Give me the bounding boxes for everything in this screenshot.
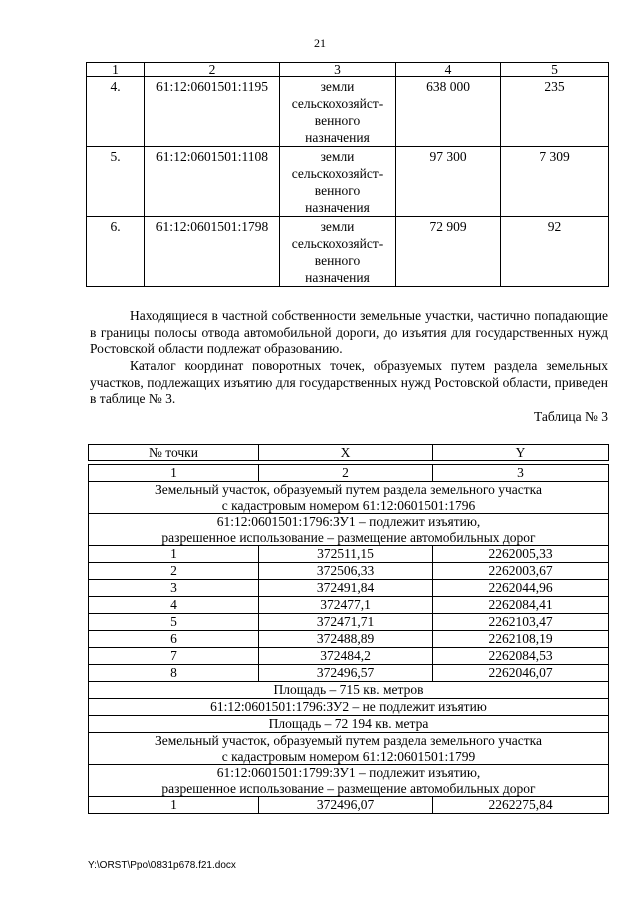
point-x: 372477,1 bbox=[259, 597, 433, 614]
zu1-row bbox=[89, 765, 609, 797]
point-number: 1 bbox=[89, 546, 259, 563]
point-number: 2 bbox=[89, 563, 259, 580]
area-row bbox=[89, 682, 609, 699]
point-x: 372484,2 bbox=[259, 648, 433, 665]
table-row bbox=[89, 614, 609, 631]
coordinates-table-header bbox=[88, 444, 609, 461]
table-row bbox=[87, 77, 609, 147]
zu1-description: 61:12:0601501:1799:ЗУ1 – подлежит изъятию, разрешенное использование – размещение автомобильных дорог bbox=[89, 765, 609, 797]
point-y: 2262084,41 bbox=[433, 597, 609, 614]
point-number: 4 bbox=[89, 597, 259, 614]
column-number: 3 bbox=[433, 465, 609, 482]
table-row bbox=[89, 631, 609, 648]
point-x: 372491,84 bbox=[259, 580, 433, 597]
column-number: 5 bbox=[501, 63, 609, 77]
row-number: 4. bbox=[87, 77, 145, 147]
paragraph-coordinates-catalog: Каталог координат поворотных точек, образуемых путем раздела земельных участков, подлежащих изъятию для государственных нужд Ростовской области, приведен в таблице № 3. bbox=[90, 358, 608, 407]
cadastral-number: 61:12:0601501:1108 bbox=[145, 147, 280, 217]
row-number: 5. bbox=[87, 147, 145, 217]
column-number: 4 bbox=[396, 63, 501, 77]
point-number: 1 bbox=[89, 797, 259, 814]
zu1-description: 61:12:0601501:1796:ЗУ1 – подлежит изъятию, разрешенное использование – размещение автомобильных дорог bbox=[89, 514, 609, 546]
point-number: 3 bbox=[89, 580, 259, 597]
parcel-value: 235 bbox=[501, 77, 609, 147]
header-x: X bbox=[259, 445, 433, 461]
column-number: 1 bbox=[87, 63, 145, 77]
column-number: 1 bbox=[89, 465, 259, 482]
parcels-table bbox=[86, 62, 609, 287]
table-header-row bbox=[87, 63, 609, 77]
point-y: 2262046,07 bbox=[433, 665, 609, 682]
point-number: 5 bbox=[89, 614, 259, 631]
paragraph-private-parcels: Находящиеся в частной собственности земельные участки, частично попадающие в границы полосы отвода автомобильной дороги, до изъятия для государственных нужд Ростовской области подлежат образованию. bbox=[90, 308, 608, 357]
area-row bbox=[89, 716, 609, 733]
point-number: 7 bbox=[89, 648, 259, 665]
column-number: 3 bbox=[280, 63, 396, 77]
point-number: 8 bbox=[89, 665, 259, 682]
coordinates-table bbox=[88, 464, 609, 814]
column-number: 2 bbox=[259, 465, 433, 482]
header-y: Y bbox=[433, 445, 609, 461]
point-y: 2262084,53 bbox=[433, 648, 609, 665]
group-title-row bbox=[89, 482, 609, 514]
table-row bbox=[89, 797, 609, 814]
cadastral-number: 61:12:0601501:1798 bbox=[145, 217, 280, 287]
zu1-row bbox=[89, 514, 609, 546]
table-row bbox=[89, 665, 609, 682]
parcel-area: 638 000 bbox=[396, 77, 501, 147]
table-caption: Таблица № 3 bbox=[534, 409, 608, 424]
point-y: 2262003,67 bbox=[433, 563, 609, 580]
table-row bbox=[89, 648, 609, 665]
land-category: земли сельскохозяйст- венного назначения bbox=[280, 77, 396, 147]
point-x: 372496,07 bbox=[259, 797, 433, 814]
parcel-value: 7 309 bbox=[501, 147, 609, 217]
header-point-number: № точки bbox=[89, 445, 259, 461]
point-x: 372471,71 bbox=[259, 614, 433, 631]
area-zu2: Площадь – 72 194 кв. метра bbox=[89, 716, 609, 733]
point-x: 372511,15 bbox=[259, 546, 433, 563]
land-category: земли сельскохозяйст- венного назначения bbox=[280, 147, 396, 217]
point-y: 2262108,19 bbox=[433, 631, 609, 648]
point-y: 2262044,96 bbox=[433, 580, 609, 597]
column-number: 2 bbox=[145, 63, 280, 77]
file-path-footer: Y:\ORST\Ppo\0831p678.f21.docx bbox=[88, 860, 236, 871]
table-row bbox=[87, 217, 609, 287]
point-y: 2262275,84 bbox=[433, 797, 609, 814]
parcel-area: 97 300 bbox=[396, 147, 501, 217]
table-row bbox=[89, 597, 609, 614]
point-x: 372496,57 bbox=[259, 665, 433, 682]
zu2-description: 61:12:0601501:1796:ЗУ2 – не подлежит изъятию bbox=[89, 699, 609, 716]
point-number: 6 bbox=[89, 631, 259, 648]
parcel-area: 72 909 bbox=[396, 217, 501, 287]
point-y: 2262103,47 bbox=[433, 614, 609, 631]
group-title: Земельный участок, образуемый путем раздела земельного участка с кадастровым номером 61:12:0601501:1799 bbox=[89, 733, 609, 765]
table-row bbox=[87, 147, 609, 217]
column-numbers-row bbox=[89, 465, 609, 482]
point-x: 372488,89 bbox=[259, 631, 433, 648]
zu2-row bbox=[89, 699, 609, 716]
parcel-value: 92 bbox=[501, 217, 609, 287]
group-title: Земельный участок, образуемый путем раздела земельного участка с кадастровым номером 61:12:0601501:1796 bbox=[89, 482, 609, 514]
area-zu1: Площадь – 715 кв. метров bbox=[89, 682, 609, 699]
table-row bbox=[89, 563, 609, 580]
point-x: 372506,33 bbox=[259, 563, 433, 580]
page-number: 21 bbox=[314, 36, 326, 50]
table-row bbox=[89, 580, 609, 597]
table-row bbox=[89, 546, 609, 563]
point-y: 2262005,33 bbox=[433, 546, 609, 563]
table-header-row bbox=[89, 445, 609, 461]
group-title-row bbox=[89, 733, 609, 765]
row-number: 6. bbox=[87, 217, 145, 287]
land-category: земли сельскохозяйст- венного назначения bbox=[280, 217, 396, 287]
cadastral-number: 61:12:0601501:1195 bbox=[145, 77, 280, 147]
